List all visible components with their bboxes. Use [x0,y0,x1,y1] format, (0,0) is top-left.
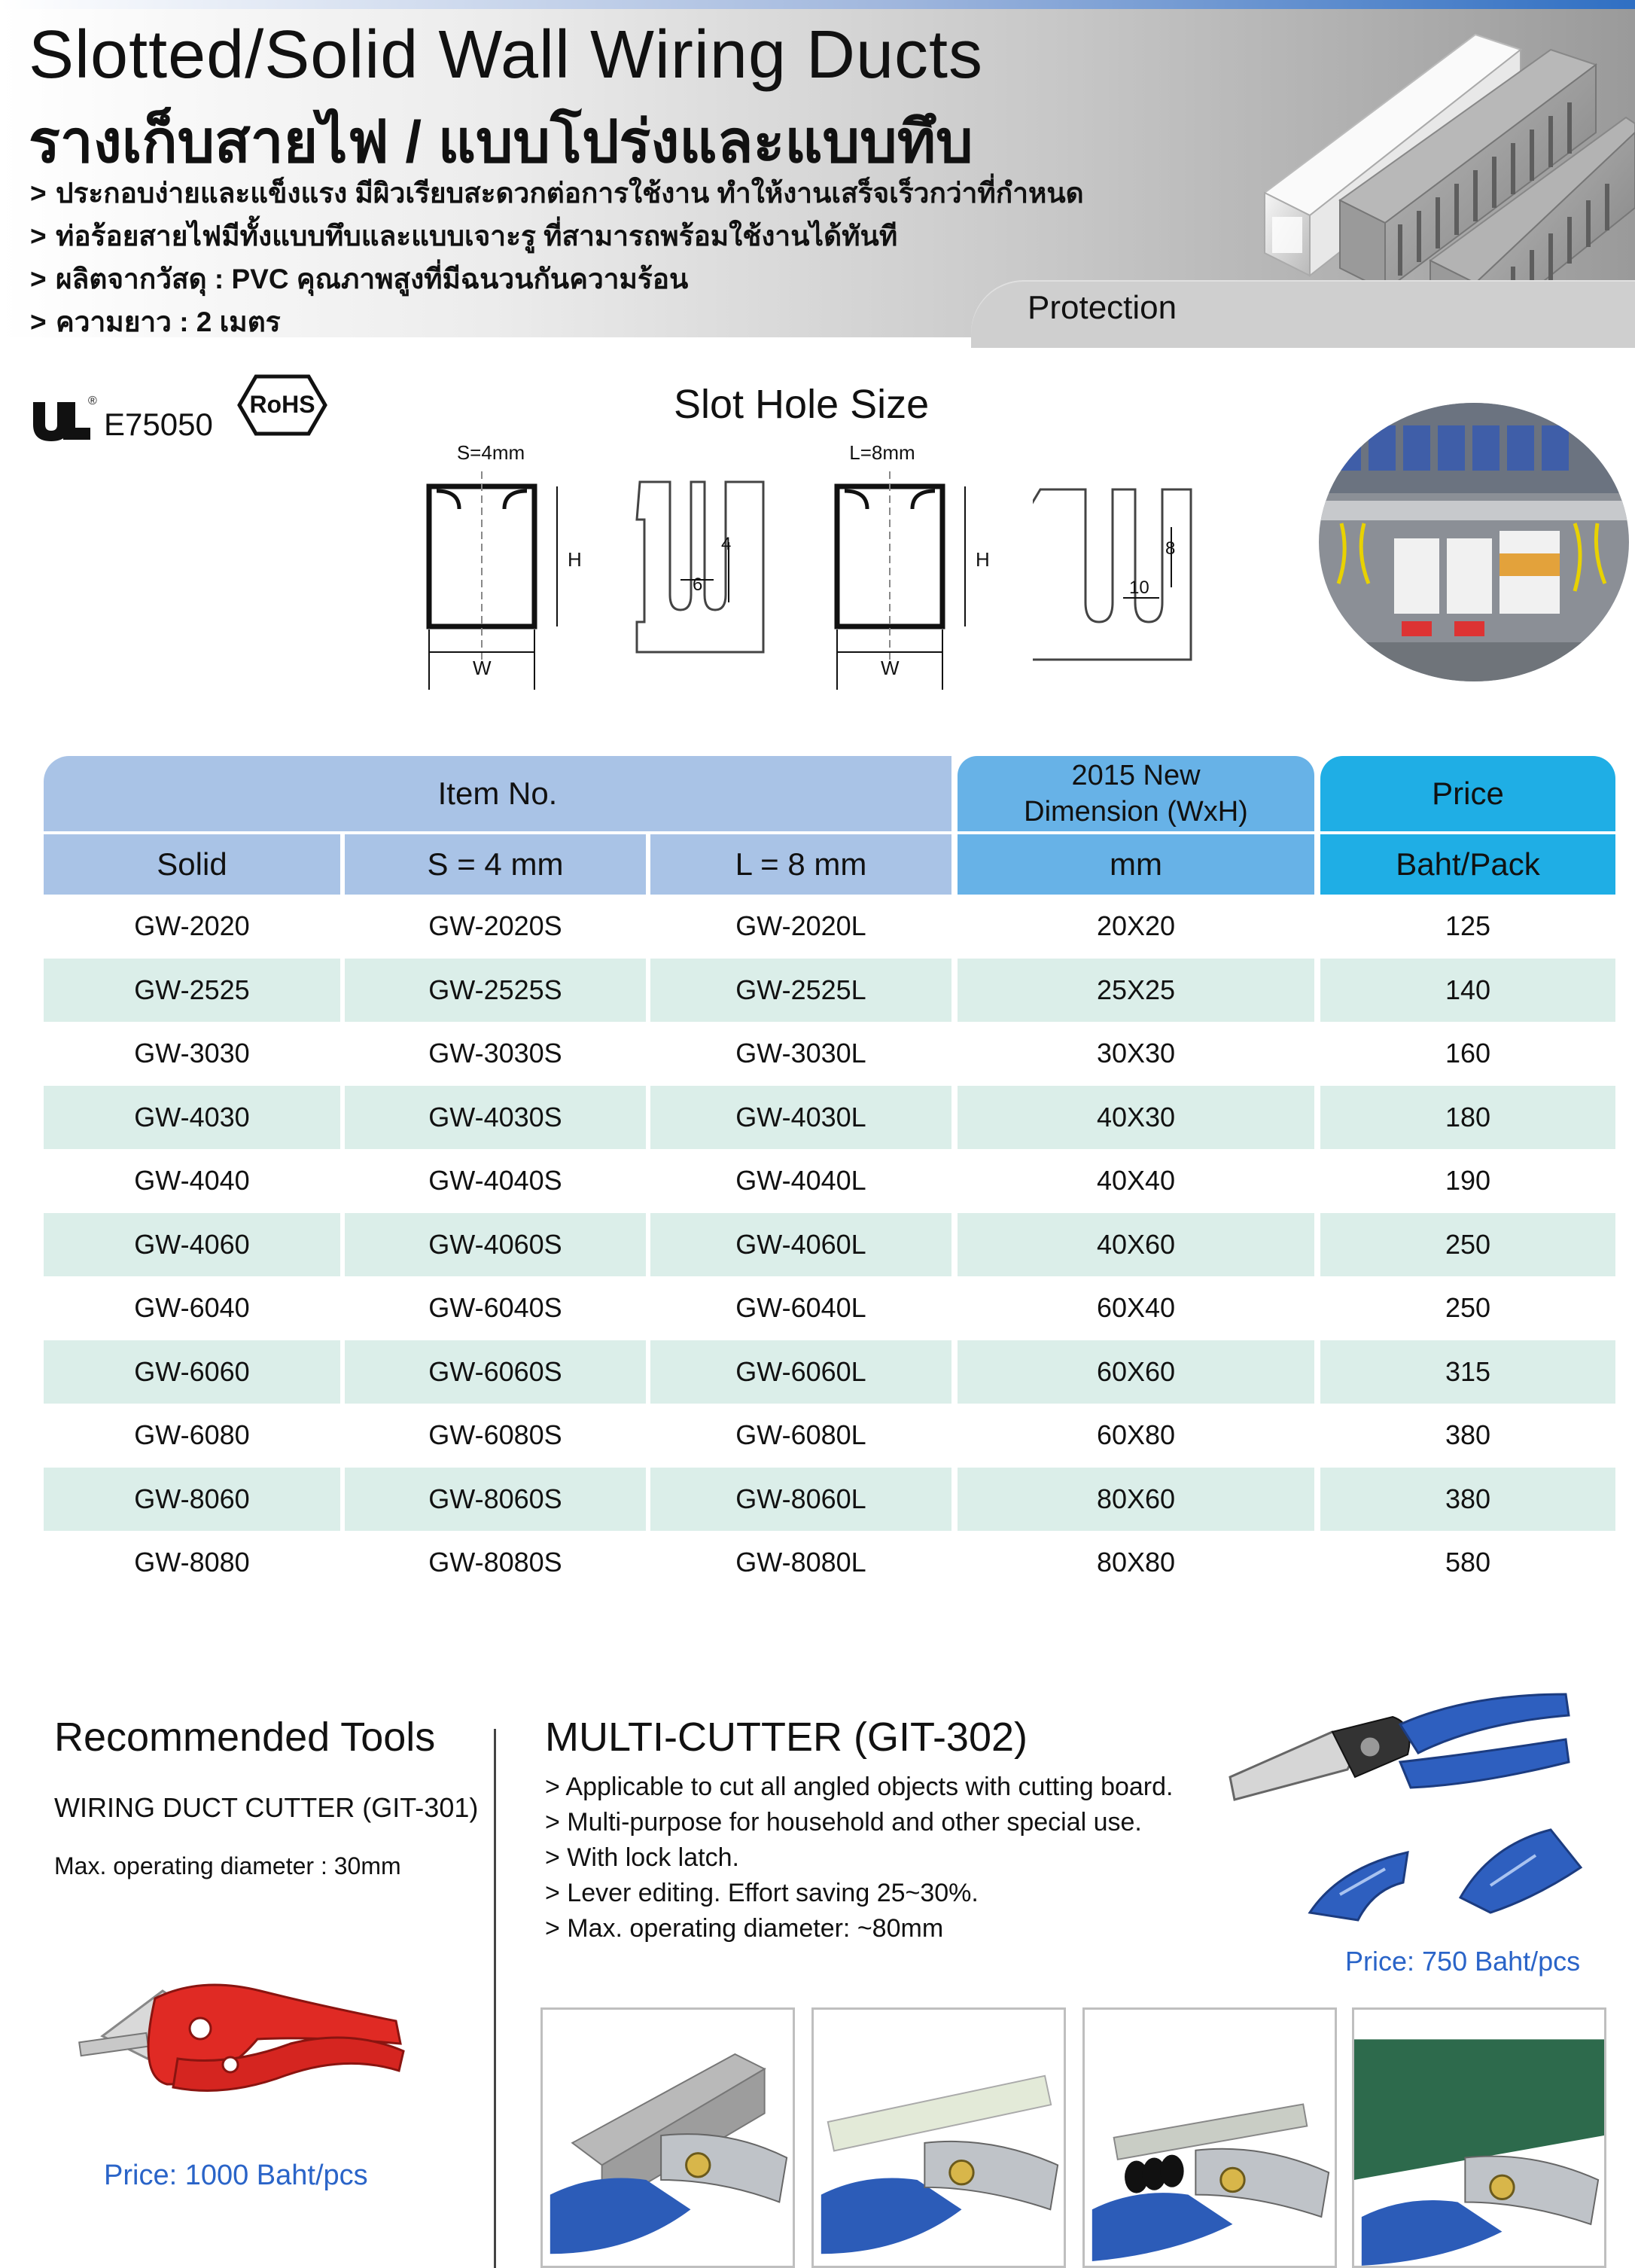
subheader-mm: mm [958,834,1314,895]
cell-solid: GW-6080 [134,1419,250,1451]
cutter301-name: WIRING DUCT CUTTER (GIT-301) [54,1792,479,1823]
wiring-duct-cutter-image [72,1946,419,2126]
multicutter-feature: > With lock latch. [545,1843,739,1872]
table-row [44,1468,1615,1532]
cell-price: 380 [1320,1468,1615,1532]
cell-solid: GW-2020 [134,910,250,942]
usage-photo-board [1352,2007,1606,2268]
small-slot-pitch-value: 6 [693,575,703,595]
cell-price: 250 [1445,1292,1491,1324]
subheader-solid: Solid [44,834,340,895]
rohs-badge-icon [233,369,331,441]
table-body [44,895,1615,1595]
usage-photo-conduit [1082,2007,1337,2268]
cell-solid: GW-4040 [134,1165,250,1196]
width-label: W [473,657,492,679]
subheader-s4: S = 4 mm [345,834,646,895]
cell-dim: 60X60 [958,1340,1314,1404]
cell-dim: 20X20 [1096,910,1176,942]
cell-l: GW-3030L [735,1038,866,1069]
replacement-blades-image [1295,1822,1596,1935]
cutter301-spec: Max. operating diameter : 30mm [54,1852,401,1879]
header-item-no: Item No. [44,756,951,831]
multicutter-feature: > Multi-purpose for household and other special use. [545,1808,1142,1837]
multi-cutter-image [1219,1687,1581,1815]
cell-dim: 80X80 [1096,1547,1176,1578]
cell-l: GW-4030L [650,1086,951,1150]
slot-hole-size-title: Slot Hole Size [674,382,930,427]
feature-bullets [30,172,1084,343]
usage-photo-rod [811,2007,1066,2268]
cell-price: 190 [1445,1165,1491,1196]
header-price: Price [1320,756,1615,831]
rohs-text: RoHS [249,391,315,418]
cell-dim: 25X25 [958,959,1314,1023]
cell-s: GW-2020S [428,910,562,942]
table-row [44,959,1615,1023]
multicutter-feature: > Max. operating diameter: ~80mm [545,1914,944,1943]
table-row [44,1340,1615,1404]
cell-s: GW-4060S [345,1213,646,1277]
cell-l: GW-4040L [735,1165,866,1196]
feature-bullet: > ประกอบง่ายและแข็งแรง มีผิวเรียบสะดวกต่อการใช้งาน ทำให้งานเสร็จเร็วกว่าที่กำหนด [30,178,1084,209]
cell-dim: 40X60 [958,1213,1314,1277]
large-slot-width-value: 8 [1165,538,1176,559]
table-row [44,1149,1615,1213]
cutter301-price: Price: 1000 Baht/pcs [104,2160,368,2191]
large-slot-cross-section [814,441,1070,705]
table-row [44,1022,1615,1086]
large-slot-side-view [1033,482,1221,663]
cell-solid: GW-6060 [44,1340,340,1404]
cell-l: GW-6060L [650,1340,951,1404]
recommended-tools-title: Recommended Tools [54,1715,436,1760]
table-row [44,1086,1615,1150]
table-row [44,1531,1615,1595]
cell-s: GW-4030S [345,1086,646,1150]
cell-l: GW-8080L [735,1547,866,1578]
cell-s: GW-6040S [428,1292,562,1324]
small-slot-cross-section [406,441,662,705]
subheader-unit: Baht/Pack [1320,834,1615,895]
cell-solid: GW-4060 [44,1213,340,1277]
section-divider [494,1729,496,2268]
multicutter-feature: > Applicable to cut all angled objects with cutting board. [545,1773,1174,1801]
usage-photo-duct [540,2007,795,2268]
control-panel-photo [1319,403,1629,681]
cell-l: GW-6080L [735,1419,866,1451]
cell-s: GW-8080S [428,1547,562,1578]
page-title-english: Slotted/Solid Wall Wiring Ducts [29,17,984,93]
ul-registered-mark: ® [88,395,97,407]
table-header-row [44,756,1615,831]
table-row [44,895,1615,959]
cell-dim: 80X60 [958,1468,1314,1532]
feature-bullet: > ความยาว : 2 เมตร [30,306,281,337]
cell-l: GW-2020L [735,910,866,942]
table-row [44,1213,1615,1277]
cell-solid: GW-4030 [44,1086,340,1150]
subheader-l8: L = 8 mm [650,834,951,895]
cell-dim: 30X30 [1096,1038,1176,1069]
table-subheader-row [44,834,1615,895]
cell-s: GW-3030S [428,1038,562,1069]
cell-solid: GW-3030 [134,1038,250,1069]
table-row [44,1404,1615,1468]
feature-bullet: > ผลิตจากวัสดุ : PVC คุณภาพสูงที่มีฉนวนกันความร้อน [30,264,689,294]
cell-l: GW-4060L [650,1213,951,1277]
width-label: W [881,657,900,679]
cell-solid: GW-8080 [134,1547,250,1578]
multicutter-price: Price: 750 Baht/pcs [1345,1946,1581,1977]
cell-price: 125 [1445,910,1491,942]
cell-s: GW-8060S [345,1468,646,1532]
multicutter-features [545,1770,1173,1946]
height-label: H [568,548,582,571]
cell-dim: 40X40 [1096,1165,1176,1196]
cell-dim: 60X40 [1096,1292,1176,1324]
cell-price: 160 [1445,1038,1491,1069]
multicutter-feature: > Lever editing. Effort saving 25~30%. [545,1879,979,1907]
cell-price: 180 [1320,1086,1615,1150]
price-table [44,756,1615,1595]
cell-solid: GW-8060 [44,1468,340,1532]
multicutter-title: MULTI-CUTTER (GIT-302) [545,1715,1028,1760]
cell-l: GW-2525L [650,959,951,1023]
table-row [44,1276,1615,1340]
feature-bullet: > ท่อร้อยสายไฟมีทั้งแบบทึบและแบบเจาะรู ที่สามารถพร้อมใช้งานได้ทันที [30,221,898,251]
cell-dim: 60X80 [1096,1419,1176,1451]
large-slot-label: L=8mm [849,441,915,464]
cell-l: GW-6040L [735,1292,866,1324]
cell-price: 315 [1320,1340,1615,1404]
ul-logo-icon [30,398,95,443]
cell-s: GW-2525S [345,959,646,1023]
header-dimension: 2015 New Dimension (WxH) [958,756,1314,831]
cell-price: 380 [1445,1419,1491,1451]
ul-certificate-code: E75050 [104,407,213,442]
small-slot-label: S=4mm [456,441,525,464]
cell-s: GW-6080S [428,1419,562,1451]
cell-price: 250 [1320,1213,1615,1277]
cell-price: 140 [1320,959,1615,1023]
protection-label: Protection [1028,289,1177,326]
height-label: H [976,548,990,571]
cell-solid: GW-2525 [44,959,340,1023]
small-slot-width-value: 4 [721,534,732,554]
cell-solid: GW-6040 [134,1292,250,1324]
cell-price: 580 [1445,1547,1491,1578]
top-accent-line [0,0,1635,9]
cell-l: GW-8060L [650,1468,951,1532]
large-slot-pitch-value: 10 [1129,578,1149,598]
cell-s: GW-6060S [345,1340,646,1404]
page-title-thai: รางเก็บสายไฟ / แบบโปร่งและแบบทึบ [29,108,973,175]
cell-s: GW-4040S [428,1165,562,1196]
small-slot-side-view [632,474,775,655]
cell-dim: 40X30 [958,1086,1314,1150]
